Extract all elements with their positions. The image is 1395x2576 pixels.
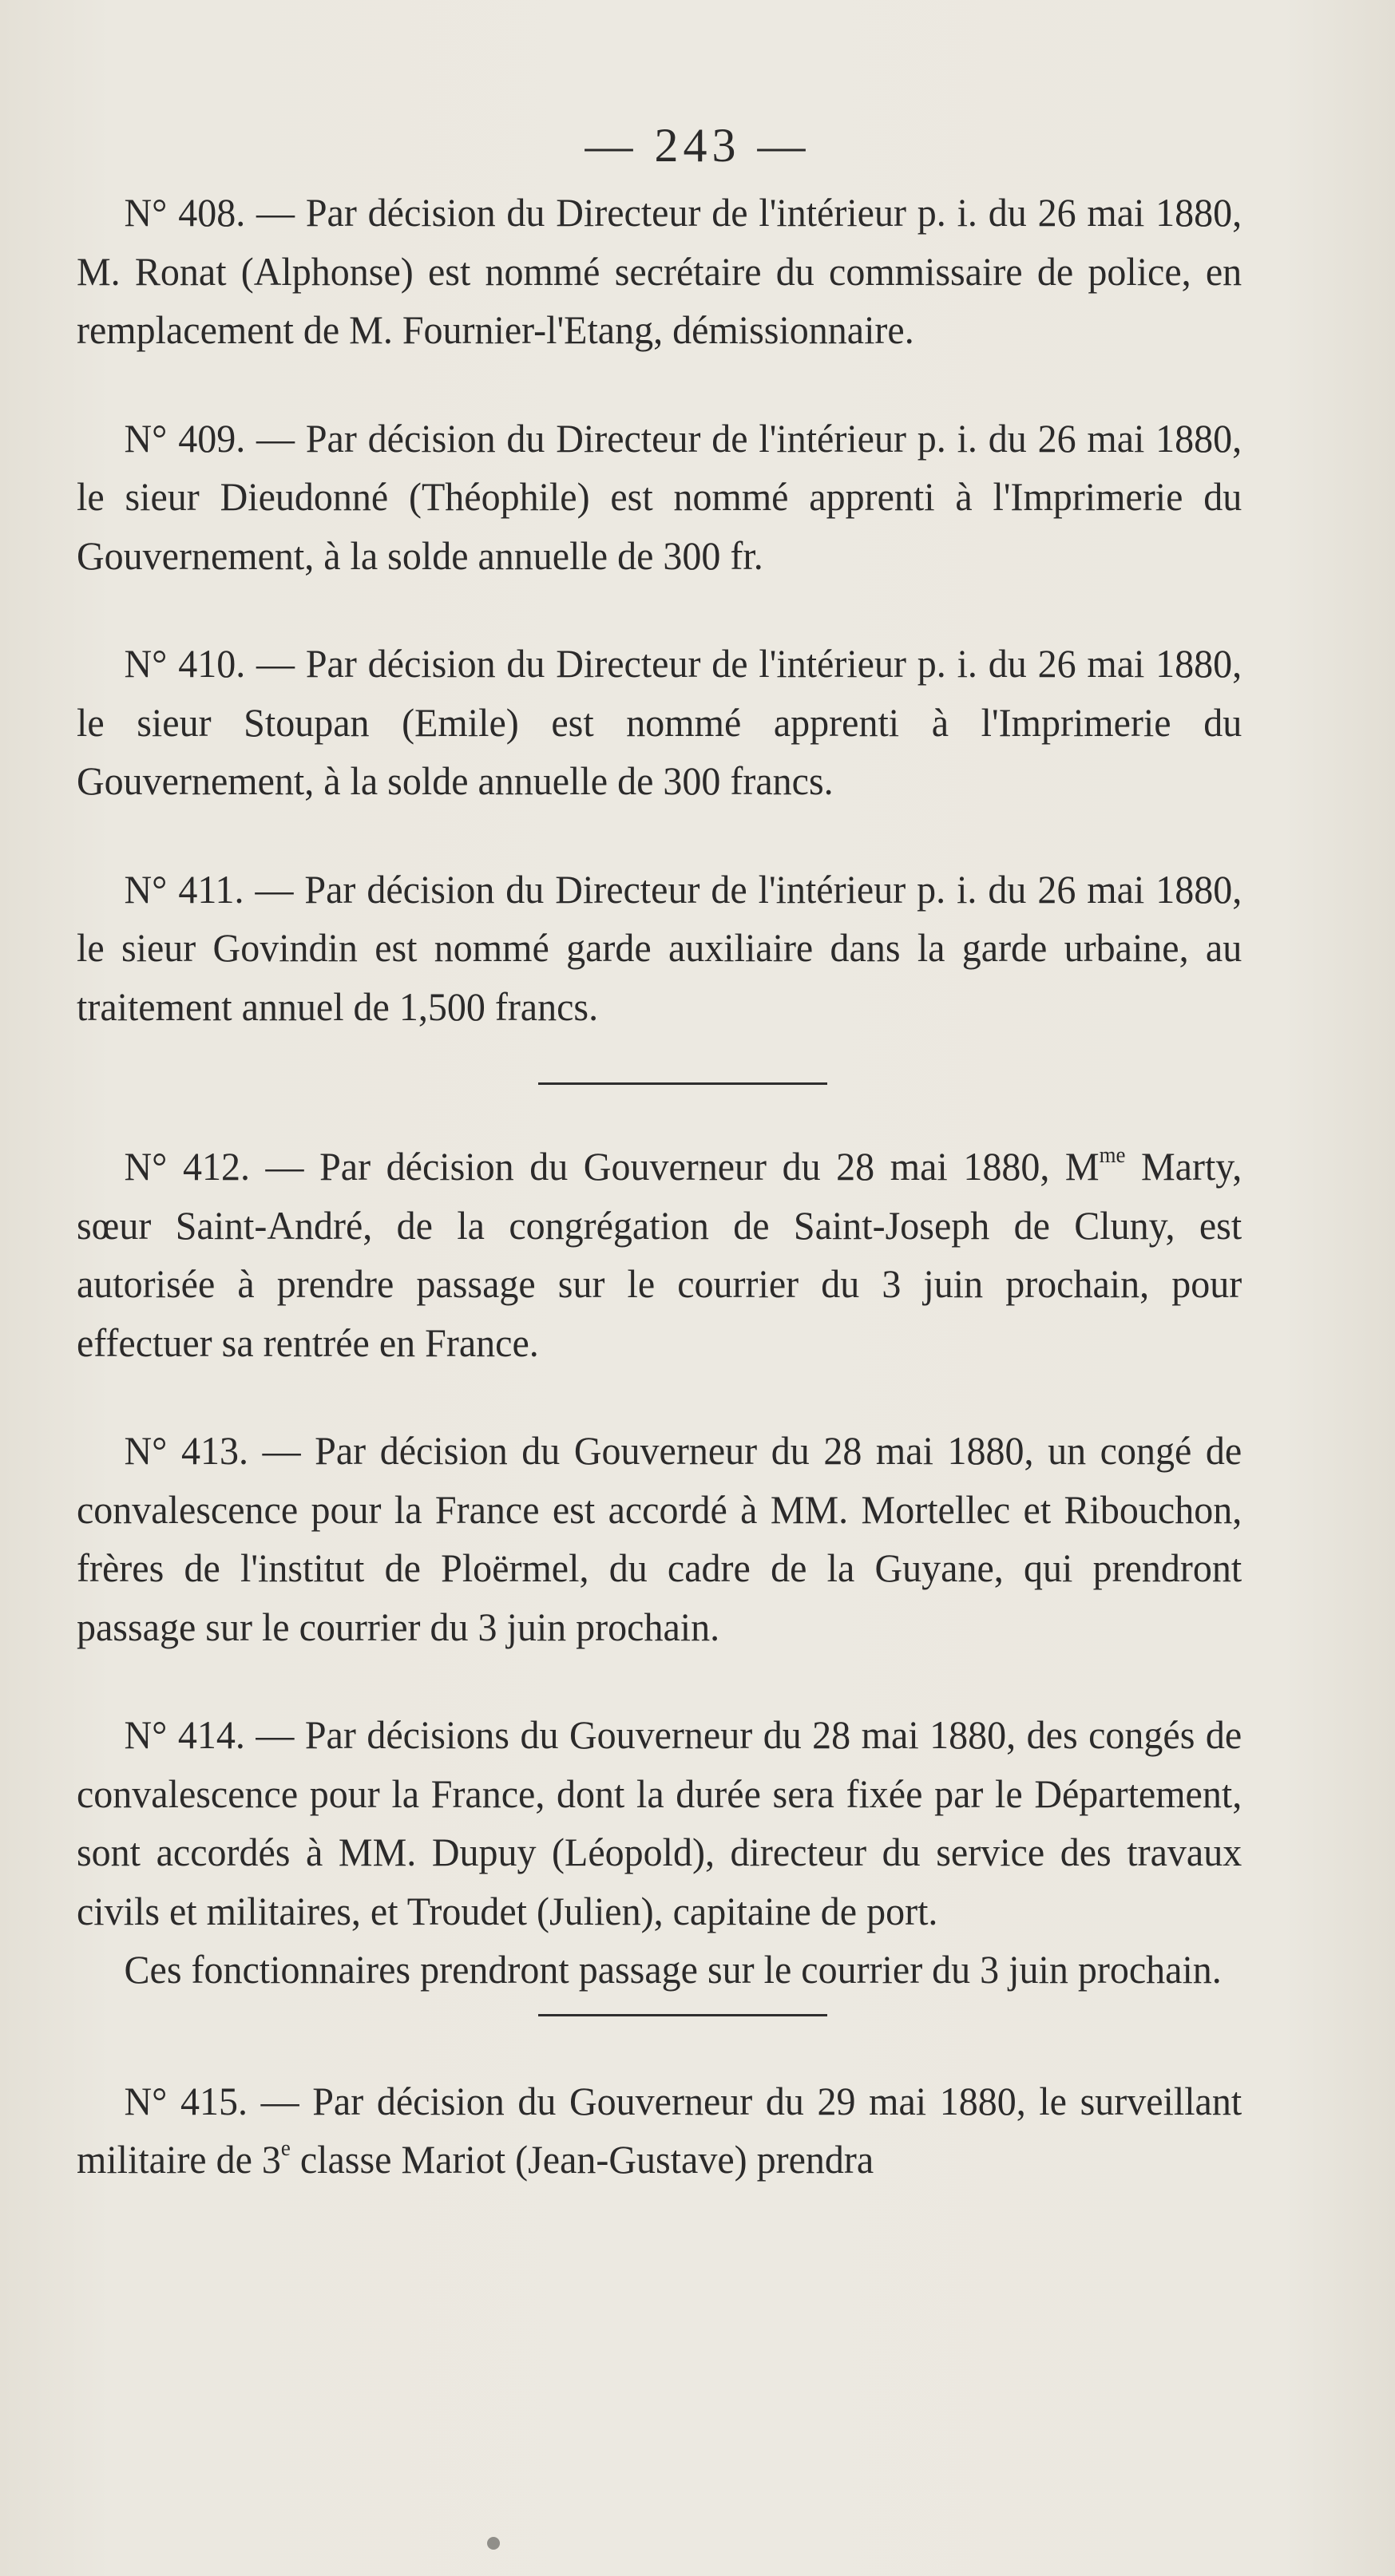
- entry-414-continuation: Ces fonctionnaires prendront passage sur le courrier du 3 juin prochain.: [124, 1947, 1222, 1992]
- section-divider: [538, 2014, 827, 2016]
- section-divider: [538, 1082, 827, 1085]
- entry-410: N° 410. — Par décision du Directeur de l'intérieur p. i. du 26 mai 1880, le sieur Stoupan (Emile) est nommé apprenti à l'Imprimerie du Gouvernement, à la solde annuelle de 300 francs.: [77, 641, 1242, 803]
- entry-409: N° 409. — Par décision du Directeur de l'intérieur p. i. du 26 mai 1880, le sieur Dieudonné (Théophile) est nommé apprenti à l'Imprimerie du Gouvernement, à la solde annuelle de 300 fr.: [77, 415, 1242, 578]
- entry-412: [77, 1138, 1242, 1372]
- entry-408: N° 408. — Par décision du Directeur de l'intérieur p. i. du 26 mai 1880, M. Ronat (Alphonse) est nommé secrétaire du commissaire de police, en remplacement de M. Fournier-l'Etang, démissionnaire.: [77, 190, 1242, 352]
- entry-415-superscript: e: [280, 2136, 291, 2161]
- text-column: [77, 184, 1290, 2190]
- entry-415-text-end: classe Mariot (Jean-Gustave) prendra: [290, 2137, 874, 2182]
- entry-411: N° 411. — Par décision du Directeur de l'intérieur p. i. du 26 mai 1880, le sieur Govindin est nommé garde auxiliaire dans la garde urbaine, au traitement annuel de 1,500 francs.: [77, 866, 1242, 1029]
- entry-415-text-start: N° 415. — Par décision du Gouverneur du 29 mai 1880, le surveillant militaire de 3: [77, 2078, 1242, 2182]
- ink-speck: [487, 2537, 500, 2550]
- entry-414: N° 414. — Par décisions du Gouverneur du 28 mai 1880, des congés de convalescence pour la France, dont la durée sera fixée par le Département, sont accordés à MM. Dupuy (Léopold), directeur du service des travaux civils et militaires, et Troudet (Julien), capitaine de port.: [77, 1712, 1242, 1933]
- entry-415: [77, 2072, 1242, 2190]
- entry-412-text-end: Marty, sœur Saint-André, de la congrégation de Saint-Joseph de Cluny, est autorisée à prendre passage sur le courrier du 3 juin prochain, pour effectuer sa rentrée en France.: [77, 1144, 1242, 1365]
- page-number: — 243 —: [585, 119, 810, 172]
- entry-412-text-start: N° 412. — Par décision du Gouverneur du 28 mai 1880, M: [124, 1144, 1100, 1189]
- entry-413: N° 413. — Par décision du Gouverneur du 28 mai 1880, un congé de convalescence pour la France est accordé à MM. Mortellec et Ribouchon, frères de l'institut de Ploërmel, du cadre de la Guyane, qui prendront passage sur le courrier du 3 juin prochain.: [77, 1428, 1242, 1649]
- entry-412-superscript: me: [1099, 1143, 1126, 1168]
